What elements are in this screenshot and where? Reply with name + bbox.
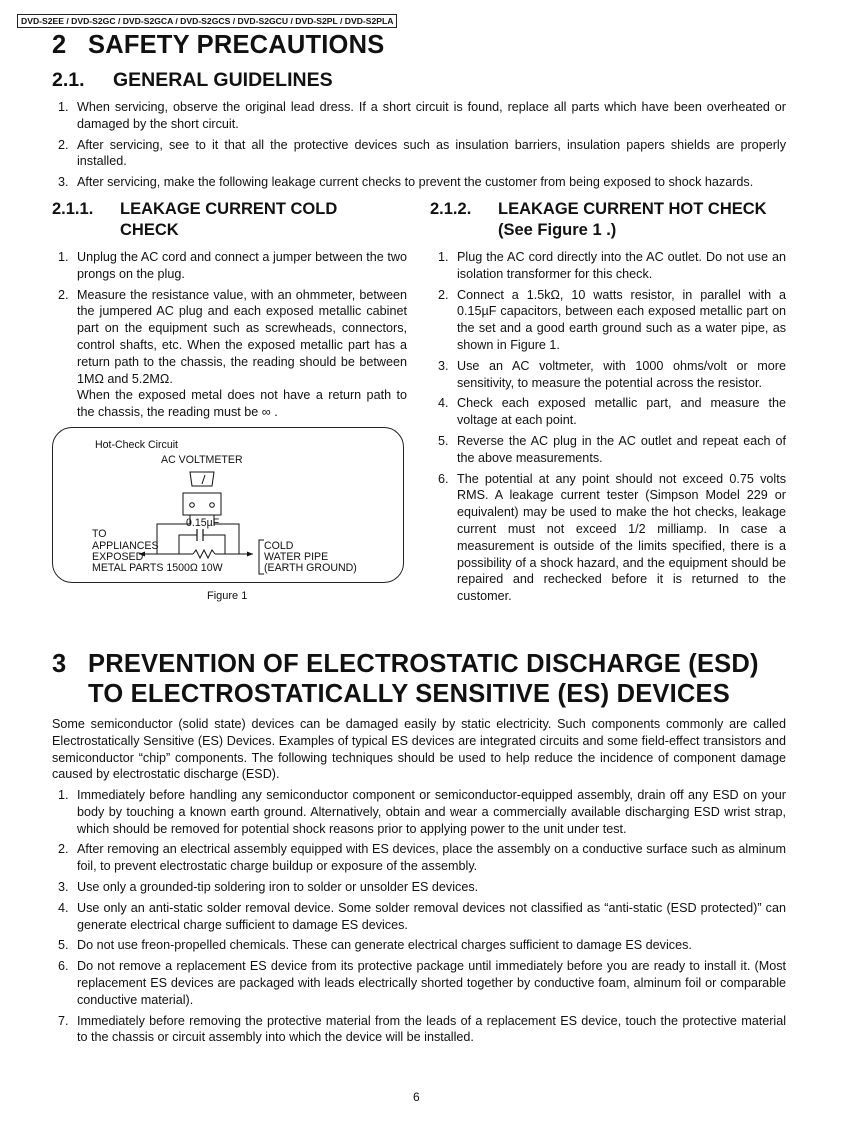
circuit-diagram: [53, 428, 405, 584]
hot-check-list: [438, 249, 786, 609]
water-pipe-label: WATER PIPE: [264, 551, 329, 563]
list-item: 1. Immediately before handling any semiconductor component or semiconductor-equipped assembly, drain off any ESD on your body by touching a known earth ground. Alternatively, obtain and wear a commercially available discharging ESD wrist strap, which should be removed for potential shock reasons prior to applying power to the unit under test.: [58, 788, 786, 836]
section-title-line-1: PREVENTION OF ELECTROSTATIC DISCHARGE (ESD): [88, 650, 759, 678]
list-item: 2. Measure the resistance value, with an ohmmeter, between the jumpered AC plug and each exposed metallic cabinet part on the equipment such as screwheads, connectors, control shafts, etc. When the exposed metallic part has a return path to the chassis, the reading should be between 1MΩ and 5.2MΩ. When the exposed metal does not have a return path to the chassis, the reading must be ∞ .: [58, 287, 407, 420]
list-item: 3. Use only a grounded-tip soldering iron to solder or unsolder ES devices.: [58, 879, 479, 894]
esd-intro-paragraph: Some semiconductor (solid state) devices can be damaged easily by static electricity. Such components commonly are called Electrostatically Sensitive (ES) Devices. Examples of typical ES devices are integrated circuits and some field-effect transistors and semiconductor “chip” components. The following techniques should be used to help reduce the incidence of component damage caused by electrostatic discharge (ESD).: [52, 717, 786, 782]
subsection-title: GENERAL GUIDELINES: [113, 69, 333, 91]
list-item: 3. After servicing, make the following leakage current checks to prevent the customer from being exposed to shock hazards.: [58, 175, 754, 190]
capacitor-wire: [179, 535, 197, 554]
section-3-heading-line-2: [88, 680, 730, 709]
subsection-title-line-1: LEAKAGE CURRENT COLD: [120, 200, 338, 218]
voltmeter-label: AC VOLTMETER: [161, 454, 243, 466]
list-item: 6. The potential at any point should not exceed 0.75 volts RMS. A leakage current tester (Simpson Model 229 or equivalent) may be used to make the hot checks, leakage current must not exceed 1/2 milliamp. In case a measurement is outside of the limits specified, there is a possibility of a shock hazard, and the equipment should be repaired and rechecked before it is returned to the customer.: [438, 471, 786, 604]
to-label: TO: [92, 528, 107, 540]
list-item: 2. After removing an electrical assembly equipped with ES devices, place the assembly on a conductive surface such as alminum foil, to prevent electrostatic charge buildup or exposure of the assembly.: [58, 842, 786, 874]
list-item: 3. Use an AC voltmeter, with 1000 ohms/volt or more sensitivity, to measure the potential across the resistor.: [438, 358, 786, 390]
list-item: 1. Unplug the AC cord and connect a jumper between the two prongs on the plug.: [58, 250, 407, 281]
list-item: 2. After servicing, see to it that all the protective devices such as insulation barriers, insulation papers shields are properly installed.: [58, 137, 786, 169]
cold-label: COLD: [264, 540, 294, 552]
voltmeter-terminal: [190, 503, 195, 508]
earth-ground-label: (EARTH GROUND): [264, 562, 357, 574]
subsection-number: 2.1.1.: [52, 200, 94, 218]
list-item: 4. Use only an anti-static solder removal device. Some solder removal devices not classified as “anti-static (ESD protected)” can generate electrical charge sufficient to damage ES devices.: [58, 900, 786, 932]
subsection-title-line-2: CHECK: [120, 221, 179, 239]
page-number: 6: [413, 1090, 420, 1104]
voltmeter-terminal: [210, 503, 215, 508]
list-item: 5. Do not use freon-propelled chemicals. These can generate electrical charges sufficient to damage ES devices.: [58, 938, 692, 953]
list-item: 5. Reverse the AC plug in the AC outlet and repeat each of the above measurements.: [438, 433, 786, 465]
list-item: 1. Plug the AC cord directly into the AC outlet. Do not use an isolation transformer for this check.: [438, 250, 786, 281]
section-2-heading: [52, 31, 384, 60]
capacitor-wire: [203, 535, 225, 554]
hot-check-heading: [430, 199, 810, 241]
section-number: 2: [52, 31, 67, 59]
model-list: DVD-S2EE / DVD-S2GC / DVD-S2GCA / DVD-S2GCS / DVD-S2GCU / DVD-S2PL / DVD-S2PLA: [17, 14, 397, 28]
subsection-number: 2.1.: [52, 69, 85, 91]
subsection-title-line-2: (See Figure 1 .): [498, 221, 617, 239]
voltmeter-box: [183, 493, 221, 515]
exposed-label: EXPOSED: [92, 551, 144, 563]
list-item: 1. When servicing, observe the original lead dress. If a short circuit is found, replace all parts which have been overheated or damaged by the short circuit.: [58, 100, 786, 131]
section-3-heading: [52, 650, 759, 679]
arrow-right: [247, 552, 253, 557]
subsection-title-line-1: LEAKAGE CURRENT HOT CHECK: [498, 200, 767, 218]
subsection-number: 2.1.2.: [430, 200, 472, 218]
list-item: 2. Connect a 1.5kΩ, 10 watts resistor, in parallel with a 0.15µF capacitors, between each exposed metallic part on the set and a good earth ground such as a water pipe, as shown in Figure 1.: [438, 287, 786, 352]
list-item: 7. Immediately before removing the protective material from the leads of a replacement ES device, touch the protective material to the chassis or circuit assembly into which the device will be installed.: [58, 1013, 786, 1045]
voltmeter-icon: [190, 472, 214, 486]
metal-parts-label: METAL PARTS 1500Ω 10W: [92, 562, 223, 574]
subsection-2-1-heading: [52, 69, 333, 92]
cold-check-list: [58, 249, 407, 425]
section-title-line-2: TO ELECTROSTATICALLY SENSITIVE (ES) DEVICES: [88, 680, 730, 708]
cold-check-heading: [52, 199, 412, 241]
hot-check-circuit-figure: [52, 427, 404, 583]
figure-caption: Figure 1: [207, 590, 248, 602]
section-title: SAFETY PRECAUTIONS: [88, 31, 385, 59]
section-number: 3: [52, 650, 67, 678]
capacitor-label: 0.15µF: [186, 517, 220, 529]
figure-title: Hot-Check Circuit: [95, 439, 179, 451]
esd-techniques-list: [58, 787, 786, 1050]
appliances-label: APPLIANCES: [92, 540, 159, 552]
list-item: 4. Check each exposed metallic part, and measure the voltage at each point.: [438, 396, 786, 428]
list-item: 6. Do not remove a replacement ES device from its protective package until immediately before you are ready to install it. (Most replacement ES devices are packaged with leads electrically shorted together by conductive foam, alminum foil or comparable conductive material).: [58, 959, 786, 1007]
resistor-symbol: [193, 550, 215, 558]
general-guidelines-list: [58, 99, 786, 195]
